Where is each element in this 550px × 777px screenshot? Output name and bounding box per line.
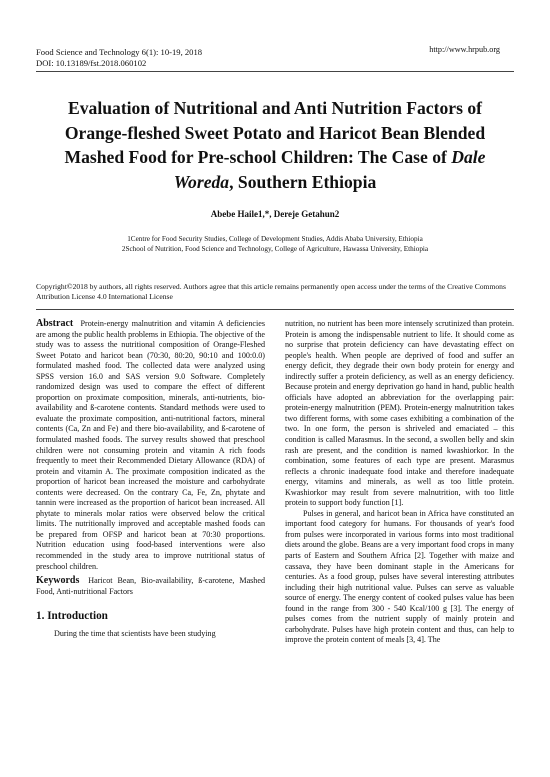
copyright-notice: Copyright©2018 by authors, all rights reserved. Authors agree that this article remains permanently open access under the terms of the Creative Commons Attribution License 4.0 International License	[36, 282, 506, 302]
title-italic: Dale Woreda	[173, 147, 486, 192]
affiliation-2: 2School of Nutrition, Food Science and Technology, College of Agriculture, Hawassa University, Ethiopia	[121, 244, 429, 253]
affiliation-1: 1Centre for Food Security Studies, College of Development Studies, Addis Ababa University, Ethiopia	[127, 235, 423, 243]
header-rule	[36, 71, 514, 72]
intro-paragraph: During the time that scientists have been studying	[54, 628, 216, 638]
keywords-text: Haricot Bean, Bio-availability, ß-carotene, Mashed Food, Anti-nutritional Factors	[36, 576, 265, 596]
copyright-rule	[36, 309, 514, 310]
abstract-text: Protein-energy malnutrition and vitamin A deficiencies are among the public health problems in Ethiopia. The objective of the study was to assess the nutritional composition of Orange-Fleshed Sweet Potato and haricot bean (70:30, 80:20, 90:10 and 100:0.0) formulated mashed food. The collected data were analyzed using SPSS version 16.0 and SAS version 9.0 Software. Completely randomized design was used to compare the effect of different proportion on proximate composition, minerals, anti-nutrients, bio-availability and ß-carotene contents. Standard methods were used to evaluate the proximate composition, anti-nutritional factors, mineral contents (Ca, Zn and Fe) and there bio-availability, and ß-carotene of formulated mashed foods. The survey results showed that preschool children were not consuming protein and vitamin A rich foods frequently to meet their Recommended Dietary Allowance (RDA) of protein and vitamin A. The proximate composition indicated as the proportion of haricot bean increased the moisture and carbohydrate contents were decreased. On the contrary Ca, Fe, Zn, phytate and tannin were increased as the proportion of haricot bean increased. All phytate to minerals molar ratios were observed below the critical limits. The nutritionally improved and acceptable mashed foods can be prepared from OFSP and haricot bean at 70:30 proportions. Nutrition education using food-based interventions were also recommended in the study area to improve nutritional status of preschool children.	[36, 319, 266, 571]
title-main: Evaluation of Nutritional and Anti Nutrition Factors of Orange-fleshed Sweet Potato and Haricot Bean Blended Mashed Food for Pre-school Children: The Case of	[64, 98, 486, 167]
section-heading-introduction: 1. Introduction	[36, 610, 108, 623]
author-list: Abebe Haile1,*, Dereje Getahun2	[210, 209, 340, 219]
journal-header	[36, 47, 202, 69]
abstract	[36, 319, 265, 572]
keywords	[36, 576, 265, 597]
doi: DOI: 10.13189/fst.2018.060102	[36, 58, 147, 68]
title-tail: , Southern Ethiopia	[229, 171, 377, 192]
paper-title	[36, 96, 514, 194]
affiliations	[36, 235, 514, 255]
journal-citation: Food Science and Technology 6(1): 10-19, 2018	[36, 47, 203, 57]
body-paragraph-1: nutrition, no nutrient has been more intensely scrutinized than protein. Protein is among the indispensable nutrient to life. It should come as no surprise that protein deficiency can have devastating effect on people's health. When people are deprived of food and suffer an energy deficit, they degrade their own body protein for energy and indirectly suffer a protein deficiency, as well as an energy deficiency. Because protein and energy deprivation go hand in hand, public health officials have adopted an abbreviation for the overlapping pair: protein-energy malnutrition (PEM). Protein-energy malnutrition takes two different forms, with some cases exhibiting a combination of the two. In one form, the person is shriveled and emaciated – this condition is called Marasmus. In the second, a swollen belly and skin rash are present, and the condition is named kwashiorkor. In the combination, some features of each type are present. Marasmus reflects a chronic inadequate food intake and therefore inadequate energy, vitamins and minerals, as well as too little protein. Kwashiorkor may result from severe malnutrition, with too little protein to support body function [1].	[285, 319, 514, 508]
left-column	[36, 319, 265, 639]
body-paragraph-2: Pulses in general, and haricot bean in Africa have constituted an important food category for humans. For thousands of year's food from pulses were incorporated in various forms into most traditional diets around the globe. Beans are a very important food crops in many parts of Eastern and Southern Africa [2]. Together with maize and cassava, they have been dominant staple in the Americans for centuries. As a food group, pulses have several interesting attributes including their high nutritional value. Pulses can serve as valuable source of energy. The energy content of cooked pulses value has been found in the range from 300 - 540 Kcal/100 g [3]. The energy of pulses comes from the nutrient supply of mainly protein and carbohydrate. Pulses have high protein content and thus, can help to improve the protein content of meals [3, 4]. The	[285, 508, 514, 645]
journal-url[interactable]: http://www.hrpub.org	[429, 45, 500, 54]
abstract-heading: Abstract	[36, 318, 74, 329]
keywords-heading: Keywords	[36, 575, 80, 587]
right-column	[285, 319, 514, 646]
